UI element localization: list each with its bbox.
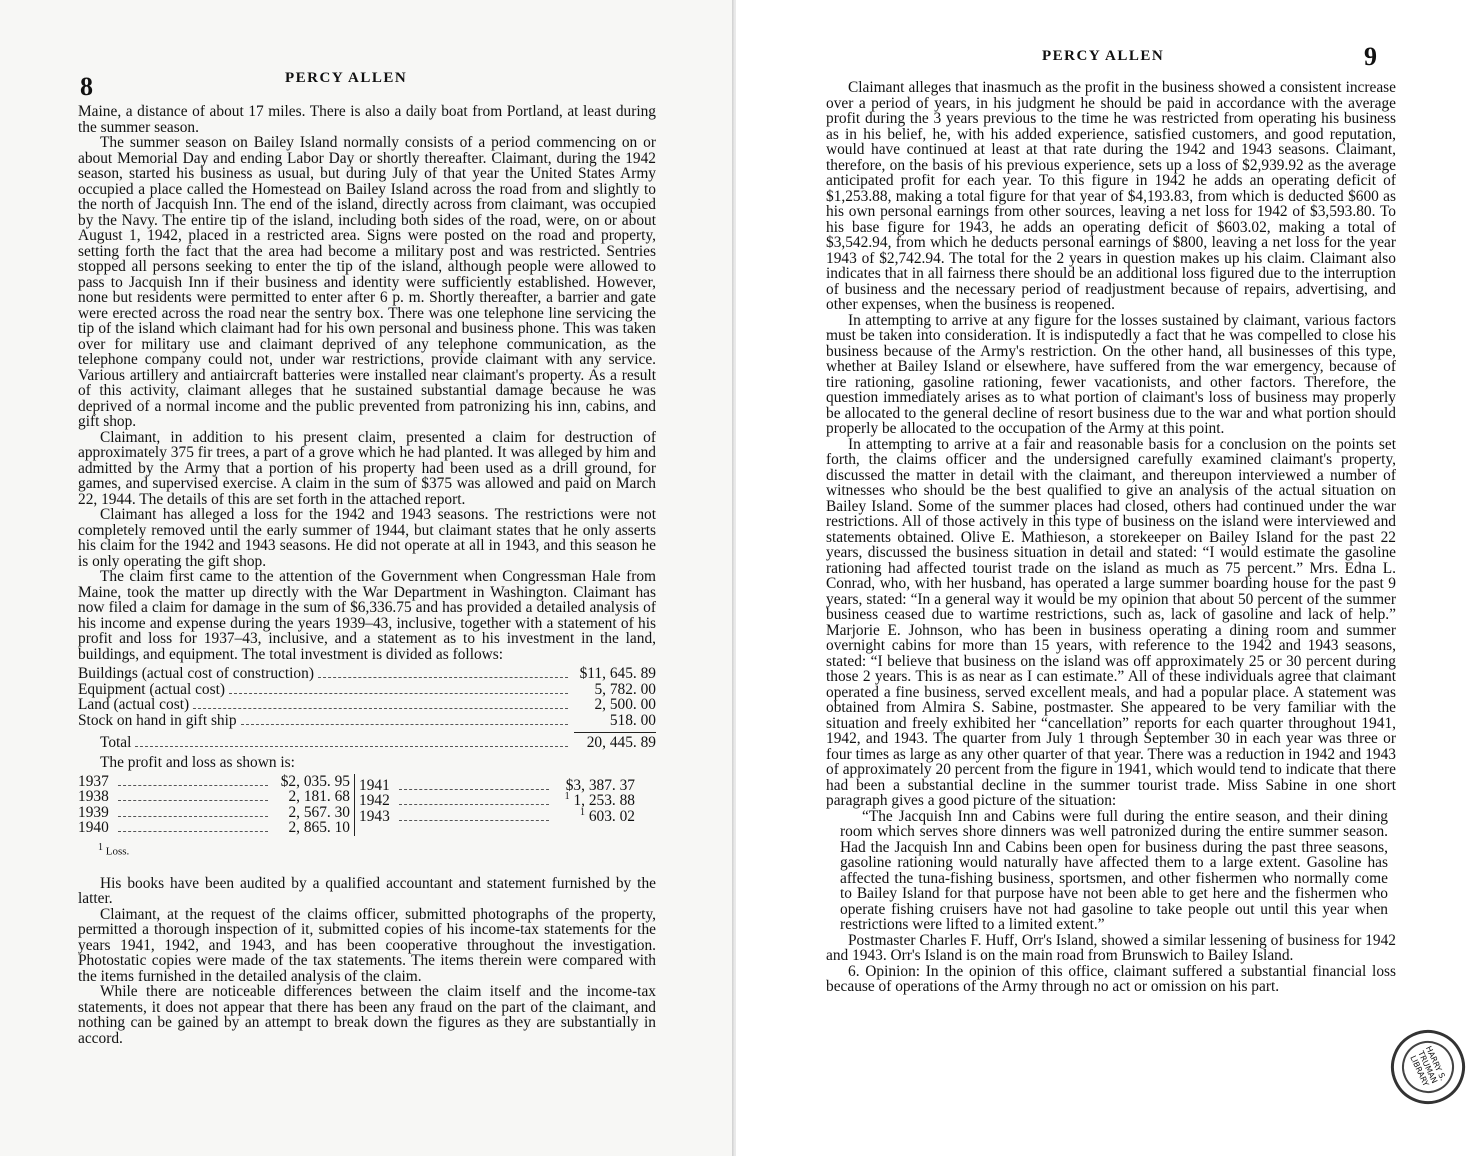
- footnote-text: Loss.: [105, 845, 130, 858]
- left-body-text: [78, 104, 656, 1046]
- investment-total-row: [78, 732, 656, 749]
- paragraph: Claimant, at the request of the claims officer, submitted photographs of the property, permitted a thorough inspection of it, submitted copies of his income-tax statements for the years 1941, 1942, and 1943, and has been cooperative throughout the investigation. Photostatic copies were made of the tax statements. The items therein were compared with the items furnished in the detailed analysis of the claim.: [78, 905, 656, 985]
- right-body-text: [826, 80, 1396, 995]
- paragraph: His books have been audited by a qualified accountant and statement furnished by the latter.: [78, 874, 656, 908]
- running-head: PERCY ALLEN: [1042, 48, 1165, 64]
- running-head: PERCY ALLEN: [285, 70, 408, 86]
- paragraph: 6. Opinion: In the opinion of this office, claimant suffered a substantial financial loss because of operations of the Army through no act or omission on his part.: [826, 962, 1396, 995]
- paragraph: Claimant alleges that inasmuch as the profit in the business showed a consistent increase over a period of years, in his judgment he should be paid in accordance with the average profit during the 3 years previous to the time he was restricted from operating his business as in his belief, he, with his added experience, satisfied customers, and good reputation, would have continued at least at that rate during the 1942 and 1943 seasons. Claimant, therefore, on the basis of his previous experience, sets up a loss of $2,939.92 as the average anticipated profit for each year. To this figure in 1942 he adds an operating deficit of $1,253.88, making a total figure for that year of $4,193.83, from which is deducted $600 as his own personal earnings from other sources, leaving a net loss for 1942 of $3,593.80. To his base figure for 1943, he adds an operating deficit of $603.02, making a total of $3,542.94, from which he deducts personal earnings of $800, leaving a net loss for the year 1943 of $2,742.94. The total for the 2 years in question makes up his claim. Claimant also indicates that in all fairness there should be an additional loss figured due to the interruption of business and the necessary period of readjustment because of repairs, advertising, and other expenses, when the business is reopened.: [826, 79, 1396, 313]
- investment-amount: 5, 782. 00: [594, 680, 656, 698]
- leader-dots: [241, 724, 568, 725]
- footnote: [98, 840, 656, 860]
- pl-amount-value: 1, 253. 88: [573, 792, 635, 810]
- investment-table: [78, 666, 656, 749]
- paragraph: In attempting to arrive at a fair and reasonable basis for a conclusion on the points set forth, the claims officer and the undersigned carefully examined claimant's property, discussed the matter in detail with the claimant, and thereupon interviewed a number of witnesses who should be the best qualified to give an analysis of the actual situation on Bailey Island. Some of the summer places had closed, others had continued under the war restrictions. All of those actively in this type of business on the island were interviewed and statements obtained. Olive E. Mathieson, a storekeeper on Bailey Island for the past 22 years, discussed the business situation in detail and stated: “I would estimate the gasoline rationing had affected tourist trade on the island as much as 75 percent.” Mrs. Edna L. Conrad, who, with her husband, has operated a large summer boarding house for the past 9 years, stated: “In a general way it would be my opinion that about 50 percent of the summer business ceased due to wartime restrictions, such as, lack of gasoline and lack of help.” Marjorie E. Johnson, who has been in business operating a dining room and summer overnight cabins for more than 15 years, with reference to the 1942 and 1943 seasons, stated: “I believe that business on the island was off approximately 25 or 30 percent during those 2 years. This is as near as I can estimate.” All of these individuals agree that claimant operated a fine business, served excellent meals, and had a popular place. A statement was obtained from Almira S. Sabine, postmaster. She appeared to be very familiar with the situation and freely exhibited her “cancellation” reports for each quarter throughout 1941, 1942, and 1943. The quarter from July 1 through September 30 in each year was three or four times as large as any other quarter of that year. There was a reduction in 1942 and 1943 of approximately 20 percent from the figure in 1941, which would tend to indicate that there had been a substantial decline in the summer tourist trade. Miss Sabine in one short paragraph gives a good picture of the situation:: [826, 435, 1396, 809]
- leader-dots: [118, 800, 268, 801]
- profit-loss-col-left: [78, 774, 350, 836]
- paragraph: While there are noticeable differences between the claim itself and the income-tax statements, it does not appear that there has been any fraud on the part of the claimant, and nothing can be gained by an attempt to break down the figures as they are substantially in accord.: [78, 983, 656, 1047]
- pl-amount: 2, 181. 68: [288, 788, 350, 805]
- investment-label: Equipment (actual cost): [78, 680, 226, 698]
- investment-label: Stock on hand in gift ship: [78, 711, 237, 729]
- pl-amount: 2, 567. 30: [288, 803, 350, 821]
- profit-intro: The profit and loss as shown is:: [100, 754, 295, 771]
- investment-label: Buildings (actual cost of construction): [78, 665, 314, 682]
- paragraph: The claim first came to the attention of the Government when Congressman Hale from Maine, took the matter up directly with the War Department in Washington. Claimant has now filed a claim for damage in the sum of $6,336.75 and has provided a detailed analysis of his income and expense during the years 1939–43, inclusive, together with a statement of his profit and loss for 1937–43, inclusive, and a statement as to his investment in the land, buildings, and equipment. The total investment is divided as follows:: [78, 568, 656, 663]
- pl-amount-value: 603. 02: [588, 807, 635, 825]
- footnote-marker: 1: [564, 791, 570, 802]
- pl-year: 1939: [78, 803, 109, 821]
- total-amount: 20, 445. 89: [574, 732, 656, 751]
- profit-loss-col-right: [359, 774, 635, 836]
- investment-row: [78, 713, 656, 729]
- profit-loss-row: [359, 789, 635, 810]
- leader-dots: [118, 831, 268, 832]
- left-page: [0, 0, 735, 1156]
- investment-amount: 2, 500. 00: [594, 696, 656, 713]
- profit-loss-row: [78, 805, 350, 821]
- leader-dots: [118, 785, 268, 786]
- column-divider: [354, 774, 355, 836]
- pl-amount: $2, 035. 95: [280, 772, 350, 790]
- paragraph: Claimant, in addition to his present claim, presented a claim for destruction of approximately 375 fir trees, a part of a grove which he had planted. It was alleged by him and admitted by the Army that a portion of his property had been used as a drill ground, for games, and supervised exercise. A claim in the sum of $375 was allowed and paid on March 22, 1944. The details of this are set forth in the attached report.: [78, 428, 656, 508]
- paragraph: The summer season on Bailey Island normally consists of a period commencing on or about Memorial Day and ending Labor Day or shortly thereafter. Claimant, during the 1942 season, started his business as usual, but during July of that year the United States Army occupied a place called the Homestead on Bailey Island across the road from and slightly to the north of Jacquish Inn. The end of the island, directly across from claimant, was occupied by the Navy. The entire tip of the island, including both sides of the road, were, on or about August 1, 1942, placed in a restricted area. Signs were posted on the road and property, setting forth the fact that the area had become a military post and was restricted. Sentries stopped all persons seeking to enter the tip of the island, although people were allowed to pass to Jacquish Inn if their business and identity were sufficiently established. However, none but residents were permitted to enter after 6 p. m. Shortly thereafter, a barrier and gate were erected across the road near the sentry box. There was one telephone line servicing the tip of the island which claimant had for his own personal and business phone. This was taken over for military use and claimant deprived of any telephone communication, as the telephone company could not, under war restrictions, provide claimant with any service. Various artillery and antiaircraft batteries were installed near claimant's property. As a result of this activity, claimant alleges that he sustained substantial damage because he was deprived of a normal income and the public prevented from patronizing his inn, cabins, and gift shop.: [78, 134, 656, 430]
- investment-row: [78, 666, 656, 682]
- leader-dots: [318, 677, 568, 678]
- pl-amount: [553, 805, 635, 825]
- investment-label: Land (actual cost): [78, 696, 190, 713]
- profit-loss-row: [78, 789, 350, 805]
- investment-row: [78, 697, 656, 713]
- paragraph: Maine, a distance of about 17 miles. There is also a daily boat from Portland, at least during the summer season.: [78, 103, 656, 136]
- paragraph: In attempting to arrive at any figure for the losses sustained by claimant, various factors must be taken into consideration. It is indisputedly a fact that he was compelled to close his business because of the Army's restriction. On the other hand, all businesses of this type, whether at Bailey Island or elsewhere, have suffered from the war emergency, because of tire rationing, gasoline rationing, fewer vacationists, and other factors. Therefore, the question immediately arises as to what portion of claimant's loss of business may properly be allocated to the general decline of resort business due to the war and what portion should properly be allocated to the occupation of the Army at this point.: [826, 311, 1396, 437]
- investment-row: [78, 682, 656, 698]
- quote-text: “The Jacquish Inn and Cabins were full during the entire season, and their dining room which serves shore dinners was well patronized during the entire summer season. Had the Jacquish Inn and Cabins been open for business during the past three seasons, gasoline rationing would naturally have affected them to a large extent. Gasoline has affected the tuna-fishing business, sportsmen, and other fishermen who normally come to Bailey Island for that purpose have not been able to get here and the fishermen who operate fishing cruisers have not had gasoline to take people out until this year when restrictions were lifted to a limited extent.”: [840, 807, 1388, 933]
- page-number: 8: [80, 72, 93, 101]
- leader-dots: [193, 708, 568, 709]
- leader-dots: [229, 693, 568, 694]
- paragraph: Claimant has alleged a loss for the 1942 and 1943 seasons. The restrictions were not completely removed until the early summer of 1944, but claimant states that he only asserts his claim for the 1942 and 1943 seasons. He did not operate at all in 1943, and this season he is only operating the gift shop.: [78, 506, 656, 570]
- pl-year: 1938: [78, 788, 109, 805]
- footnote-marker: 1: [98, 841, 103, 853]
- pl-year: 1943: [359, 807, 390, 825]
- pl-year: 1942: [359, 792, 390, 810]
- leader-dots: [135, 746, 568, 747]
- profit-loss-table: [78, 774, 656, 836]
- profit-loss-row: [78, 820, 350, 836]
- pl-year: 1937: [78, 772, 109, 790]
- pl-year: 1941: [359, 776, 390, 794]
- total-label: Total: [100, 734, 132, 751]
- pl-amount: 2, 865. 10: [288, 819, 350, 836]
- footnote-marker: 1: [579, 806, 585, 818]
- stamp-text: HARRY S. TRUMAN LIBRARY: [1393, 1032, 1462, 1101]
- leader-dots: [118, 816, 268, 817]
- right-page: [736, 0, 1471, 1156]
- pl-year: 1940: [78, 819, 109, 836]
- leader-dots: [399, 820, 549, 821]
- profit-loss-row: [78, 774, 350, 790]
- investment-amount: $11, 645. 89: [579, 665, 656, 682]
- investment-amount: 518. 00: [609, 711, 656, 729]
- pl-amount-value: $3, 387. 37: [565, 776, 635, 794]
- page-number: 9: [1364, 42, 1377, 71]
- profit-loss-row: [359, 774, 635, 794]
- paragraph: Postmaster Charles F. Huff, Orr's Island, showed a similar lessening of business for 1942 and 1943. Orr's Island is on the main road from Brunswich to Bailey Island.: [826, 931, 1396, 964]
- block-quote: [826, 809, 1396, 933]
- profit-loss-row: [359, 805, 635, 825]
